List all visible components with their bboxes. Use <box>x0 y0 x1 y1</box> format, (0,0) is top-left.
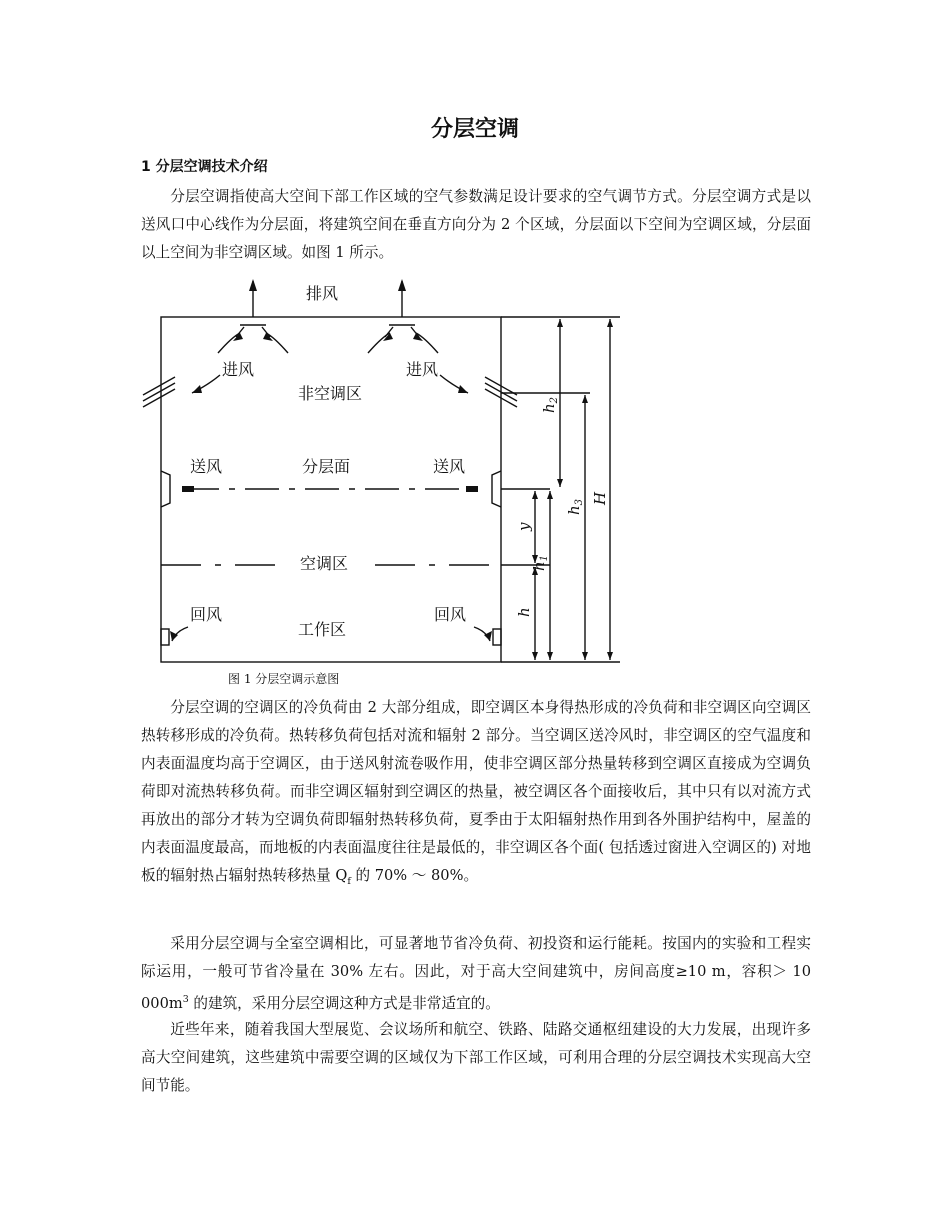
label-supply-left: 送风 <box>190 457 223 476</box>
paragraph-3-main: 采用分层空调与全室空调相比，可显著地节省冷负荷、初投资和运行能耗。按国内的实验和工程实际运用，一般可节省冷量在 30% 左右。因此，对于高大空间建筑中，房间高度≥10 m，容积＞ 10 000m <box>141 935 811 1012</box>
paragraph-4: 近些年来，随着我国大型展览、会议场所和航空、铁路、陆路交通枢纽建设的大力发展，出现许多高大空间建筑，这些建筑中需要空调的区域仅为下部工作区域，可利用合理的分层空调技术实现高大空间节能。 <box>141 1021 811 1094</box>
figure-caption: 图 1 分层空调示意图 <box>228 672 340 686</box>
dim-H: H <box>591 491 609 505</box>
label-intake-left: 进风 <box>222 360 255 379</box>
label-return-left: 回风 <box>190 605 223 624</box>
label-intake-right: 进风 <box>406 360 439 379</box>
label-work-zone: 工作区 <box>298 620 347 639</box>
label-ac-zone: 空调区 <box>300 554 349 573</box>
paragraph-3-superscript: 3 <box>182 994 189 1005</box>
paragraph-1: 分层空调指使高大空间下部工作区域的空气参数满足设计要求的空气调节方式。分层空调方式是以送风口中心线作为分层面，将建筑空间在垂直方向分为 2 个区域，分层面以下空间为空调区域，分层面以上空间为非空调区域。如图 1 所示。 <box>141 188 811 261</box>
label-non-ac-zone: 非空调区 <box>298 384 363 403</box>
paragraph-2-subscript: f <box>347 875 351 887</box>
paragraph-3-tail: 的建筑，采用分层空调这种方式是非常适宜的。 <box>188 994 500 1012</box>
label-supply-right: 送风 <box>433 457 466 476</box>
dim-h2: $h_2$ <box>540 396 560 413</box>
dim-h3: $h_3$ <box>565 498 585 515</box>
label-layer-plane: 分层面 <box>302 457 351 476</box>
section-heading: 1 分层空调技术介绍 <box>141 159 268 175</box>
paragraph-3 <box>141 930 811 1018</box>
paragraph-2 <box>141 694 811 896</box>
supply-outlet-right <box>492 471 501 507</box>
figure-1 <box>140 275 640 670</box>
paragraph-2-tail: 的 70% ～ 80%。 <box>350 867 479 884</box>
label-exhaust: 排风 <box>306 284 339 303</box>
dim-y: y <box>515 522 533 531</box>
dim-h1: $h_1$ <box>530 554 550 571</box>
return-outlet-left <box>161 629 169 645</box>
dim-h: h <box>515 607 533 617</box>
return-outlet-right <box>493 629 501 645</box>
supply-outlet-left <box>161 471 170 507</box>
label-return-right: 回风 <box>434 605 467 624</box>
stratified-ac-diagram <box>140 275 640 670</box>
page-title: 分层空调 <box>430 117 519 142</box>
paragraph-2-main: 分层空调的空调区的冷负荷由 2 大部分组成，即空调区本身得热形成的冷负荷和非空调区向空调区热转移形成的冷负荷。热转移负荷包括对流和辐射 2 部分。当空调区送冷风时，非空调区的空气温度和内表面温度均高于空调区，由于送风射流卷吸作用，使非空调区部分热量转移到空调区直接成为空调负荷即对流热转移负荷。而非空调区辐射到空调区的热量，被空调区各个面接收后，其中只有以对流方式再放出的部分才转为空调负荷即辐射热转移负荷，夏季由于太阳辐射热作用到各外围护结构中，屋盖的内表面温度最高，而地板的内表面温度往往是最低的，非空调区各个面( 包括透过窗进入空调区的) 对地板的辐射热占辐射热转移热量 Q <box>141 699 811 884</box>
